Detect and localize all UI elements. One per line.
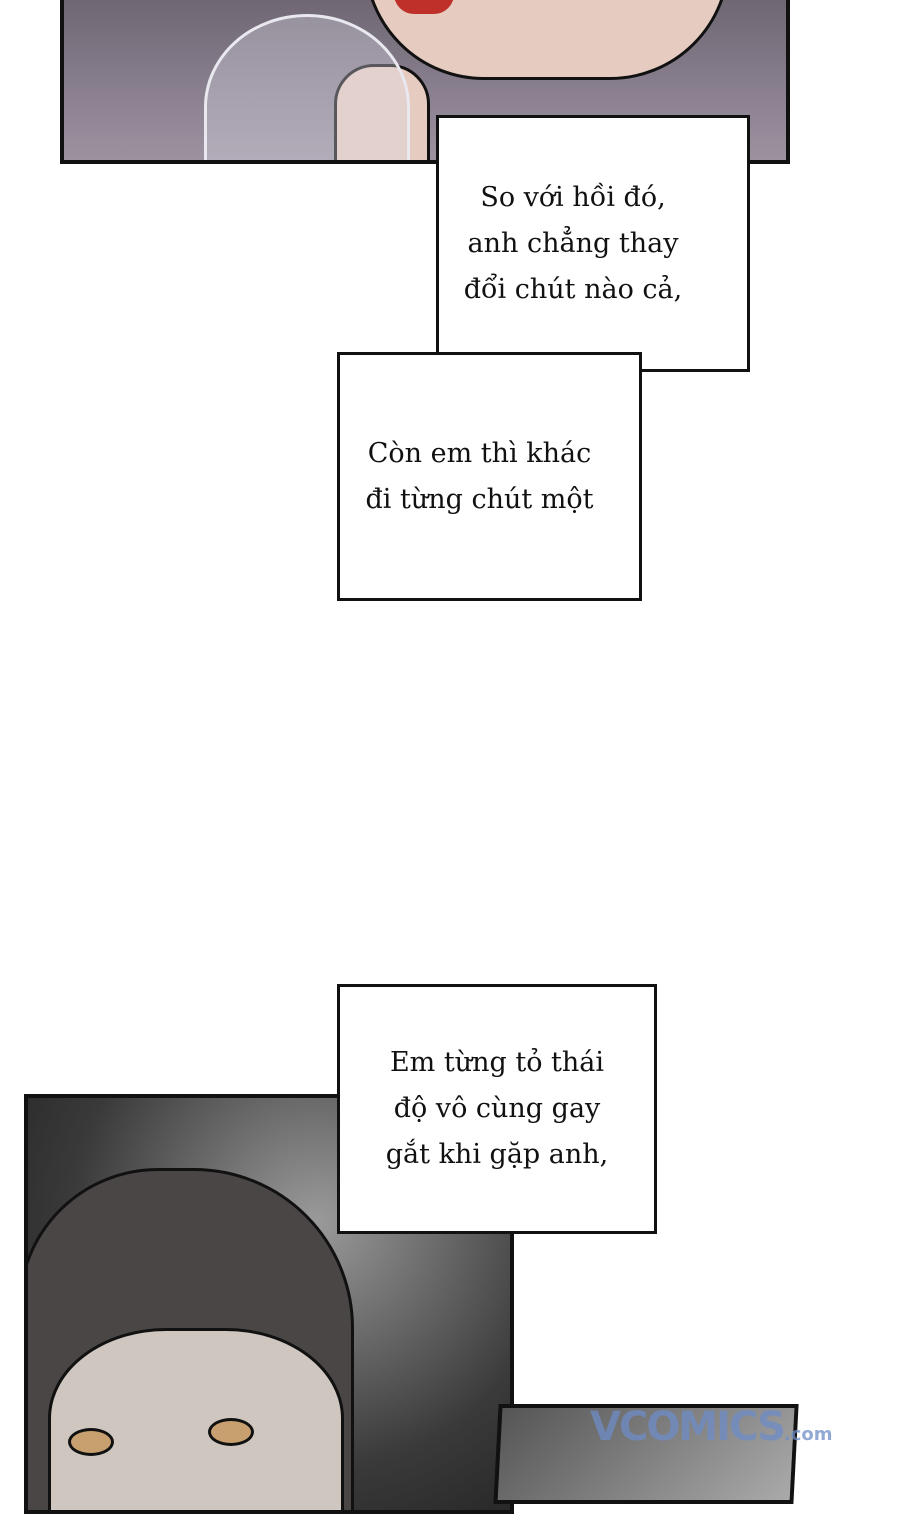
narration-line: anh chẳng thay bbox=[467, 227, 679, 259]
left-eye-illustration bbox=[68, 1428, 114, 1456]
narration-box-1 bbox=[436, 115, 750, 372]
site-watermark bbox=[590, 1404, 833, 1450]
glass-illustration bbox=[204, 14, 410, 164]
narration-line: đổi chút nào cả, bbox=[463, 273, 683, 305]
narration-line: độ vô cùng gay bbox=[393, 1093, 601, 1124]
narration-box-2 bbox=[337, 352, 642, 601]
narration-line: So với hồi đó, bbox=[480, 181, 666, 213]
watermark-main: VCOMICS bbox=[590, 1404, 784, 1450]
narration-box-3 bbox=[337, 984, 657, 1234]
face-illustration bbox=[48, 1328, 344, 1514]
narration-line: Còn em thì khác bbox=[367, 437, 592, 469]
narration-line: Em từng tỏ thái bbox=[389, 1047, 605, 1078]
narration-line: đi từng chút một bbox=[365, 483, 594, 515]
narration-line: gắt khi gặp anh, bbox=[385, 1139, 609, 1170]
right-eye-illustration bbox=[208, 1418, 254, 1446]
watermark-suffix: .com bbox=[783, 1424, 833, 1445]
